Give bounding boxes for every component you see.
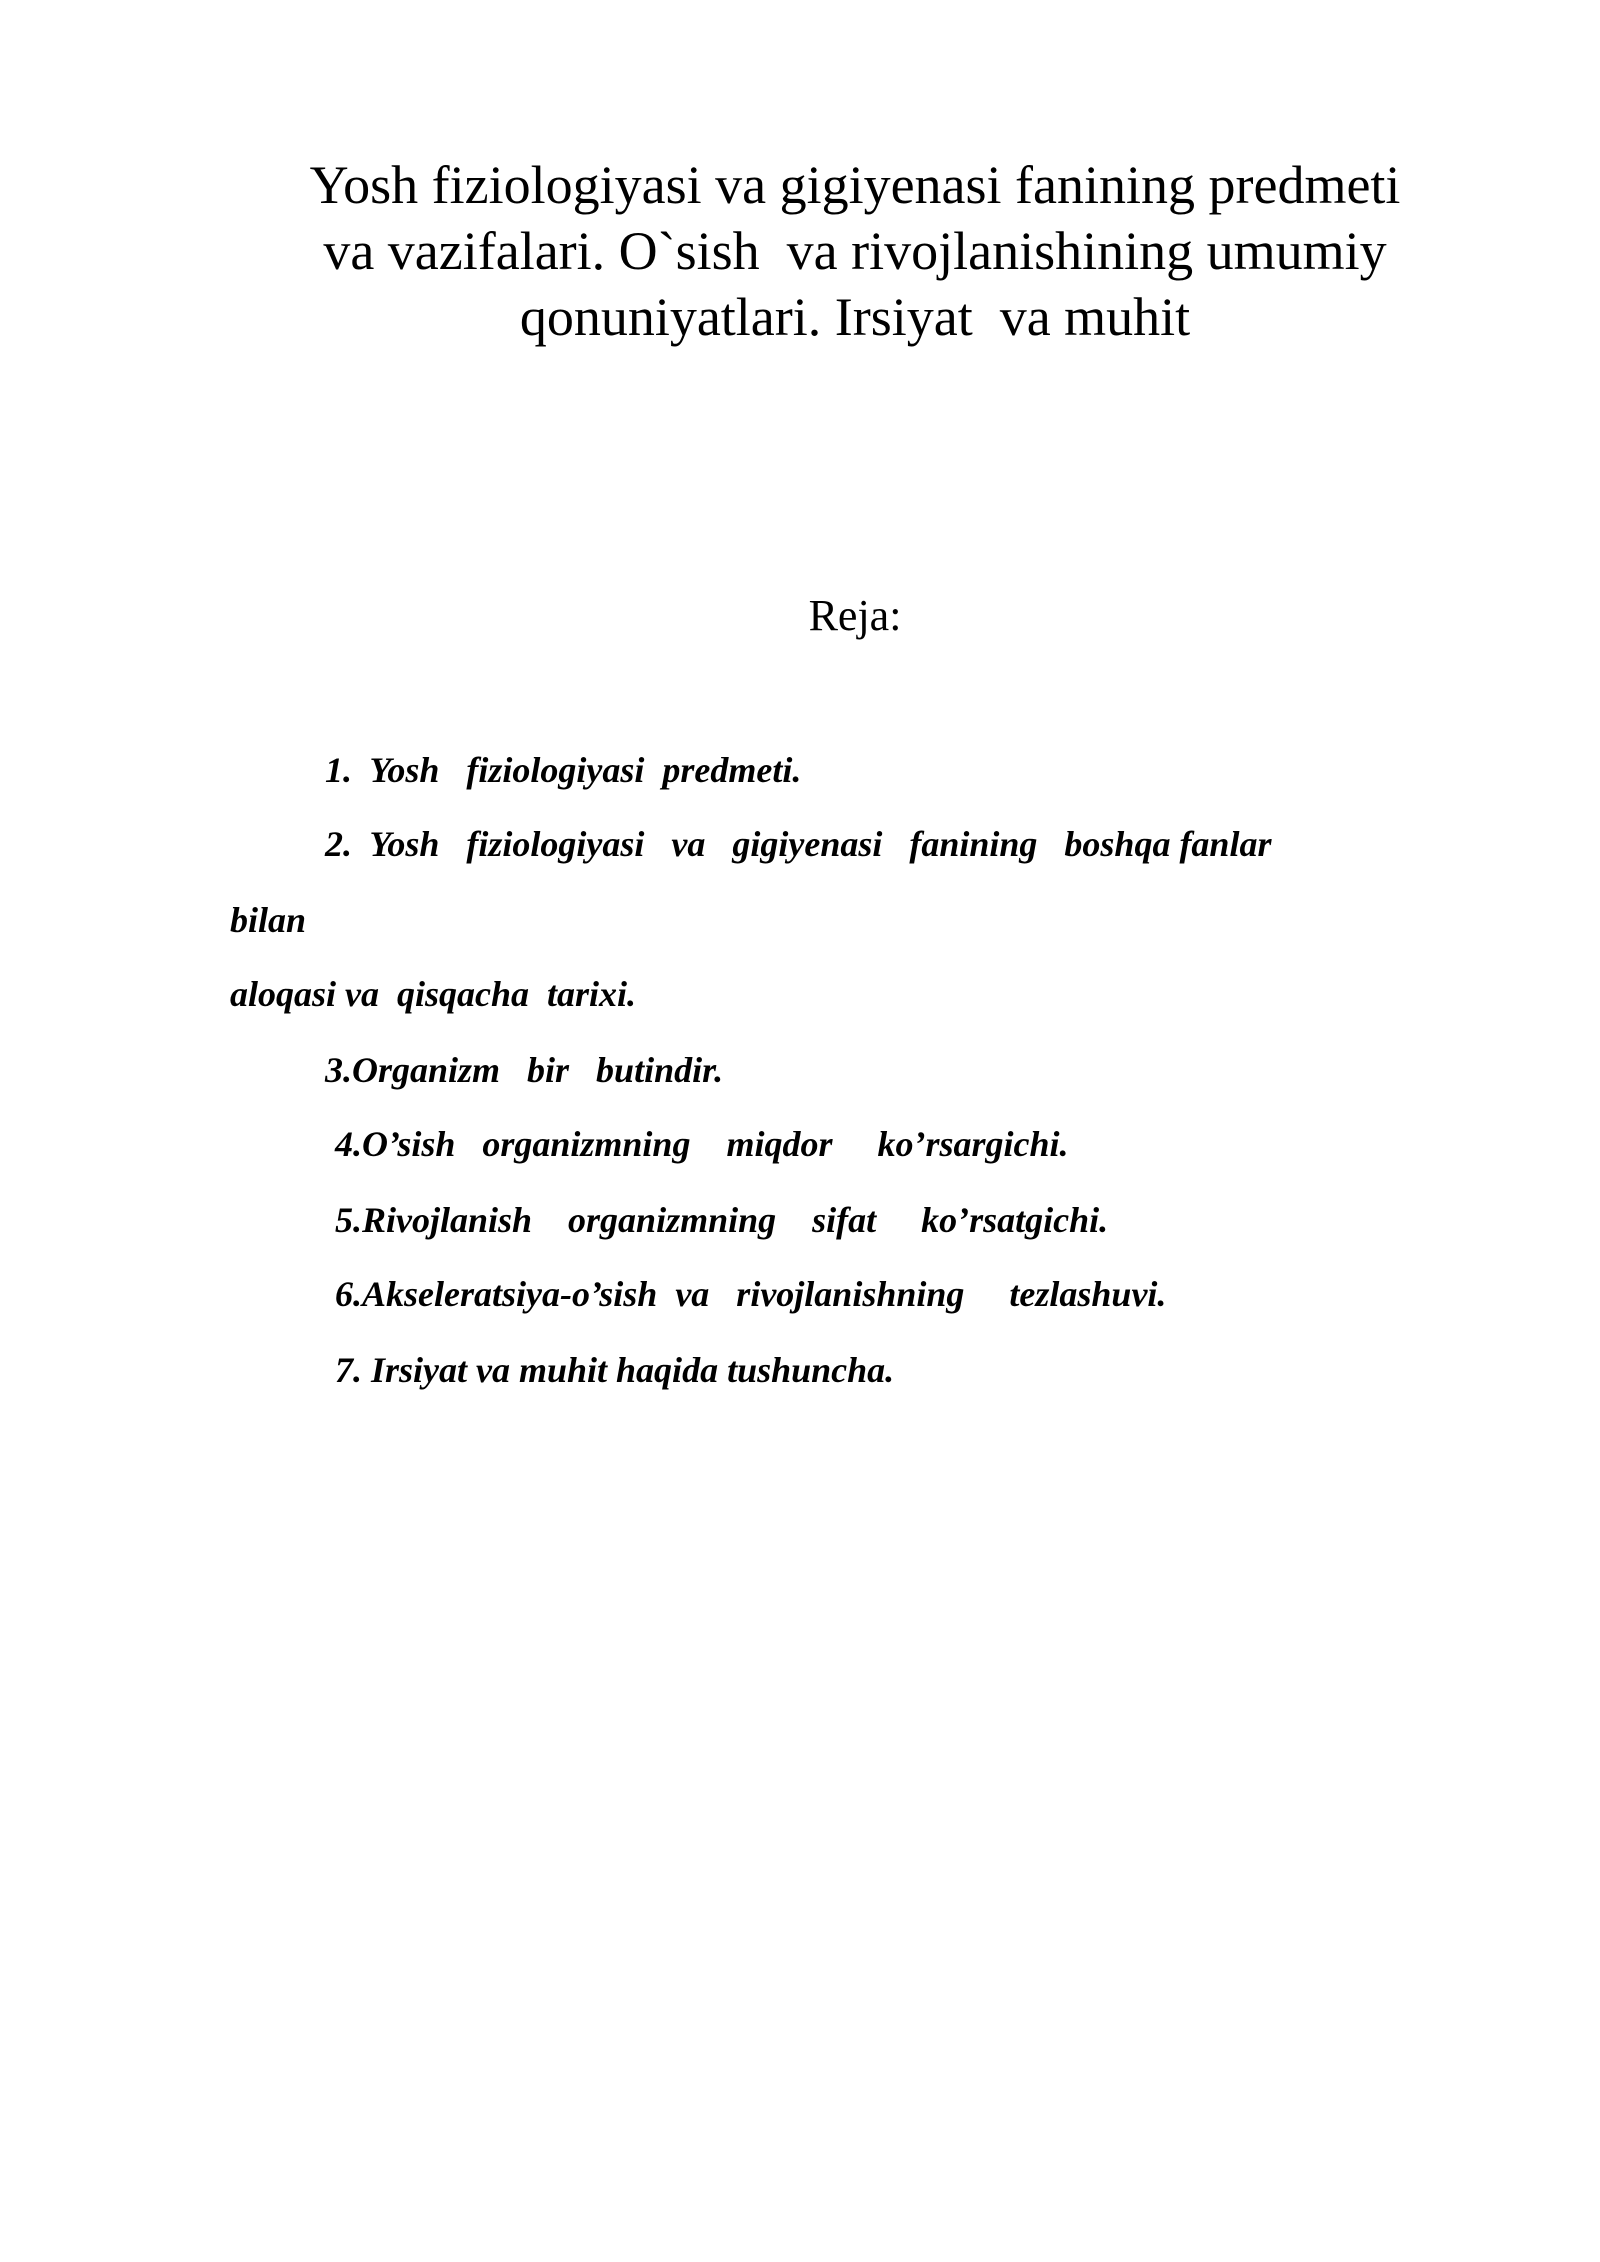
- plan-item-2-continuation-2: aloqasi va qisqacha tarixi.: [230, 974, 637, 1014]
- plan-item-3: 3.Organizm bir butindir.: [325, 1050, 724, 1090]
- title-line-1: Yosh fiziologiyasi va gigiyenasi fanining predmeti: [309, 155, 1401, 215]
- plan-item-1: 1. Yosh fiziologiyasi predmeti.: [325, 750, 802, 790]
- plan-item-6: 6.Akseleratsiya-o’sish va rivojlanishning tezlashuvi.: [335, 1274, 1167, 1314]
- plan-item-2: 2. Yosh fiziologiyasi va gigiyenasi fanining boshqa fanlar: [325, 824, 1272, 864]
- title-line-2: va vazifalari. O`sish va rivojlanishining umumiy: [323, 221, 1387, 281]
- document-title: [200, 152, 1510, 350]
- plan-heading: Reja:: [808, 591, 902, 640]
- title-line-3: qonuniyatlari. Irsiyat va muhit: [519, 287, 1191, 347]
- plan-item-5: 5.Rivojlanish organizmning sifat ko’rsatgichi.: [335, 1200, 1109, 1240]
- plan-item-4: 4.O’sish organizmning miqdor ko’rsargichi.: [335, 1124, 1069, 1164]
- plan-item-7: 7. Irsiyat va muhit haqida tushuncha.: [335, 1350, 895, 1390]
- plan-item-2-continuation: bilan: [230, 900, 307, 940]
